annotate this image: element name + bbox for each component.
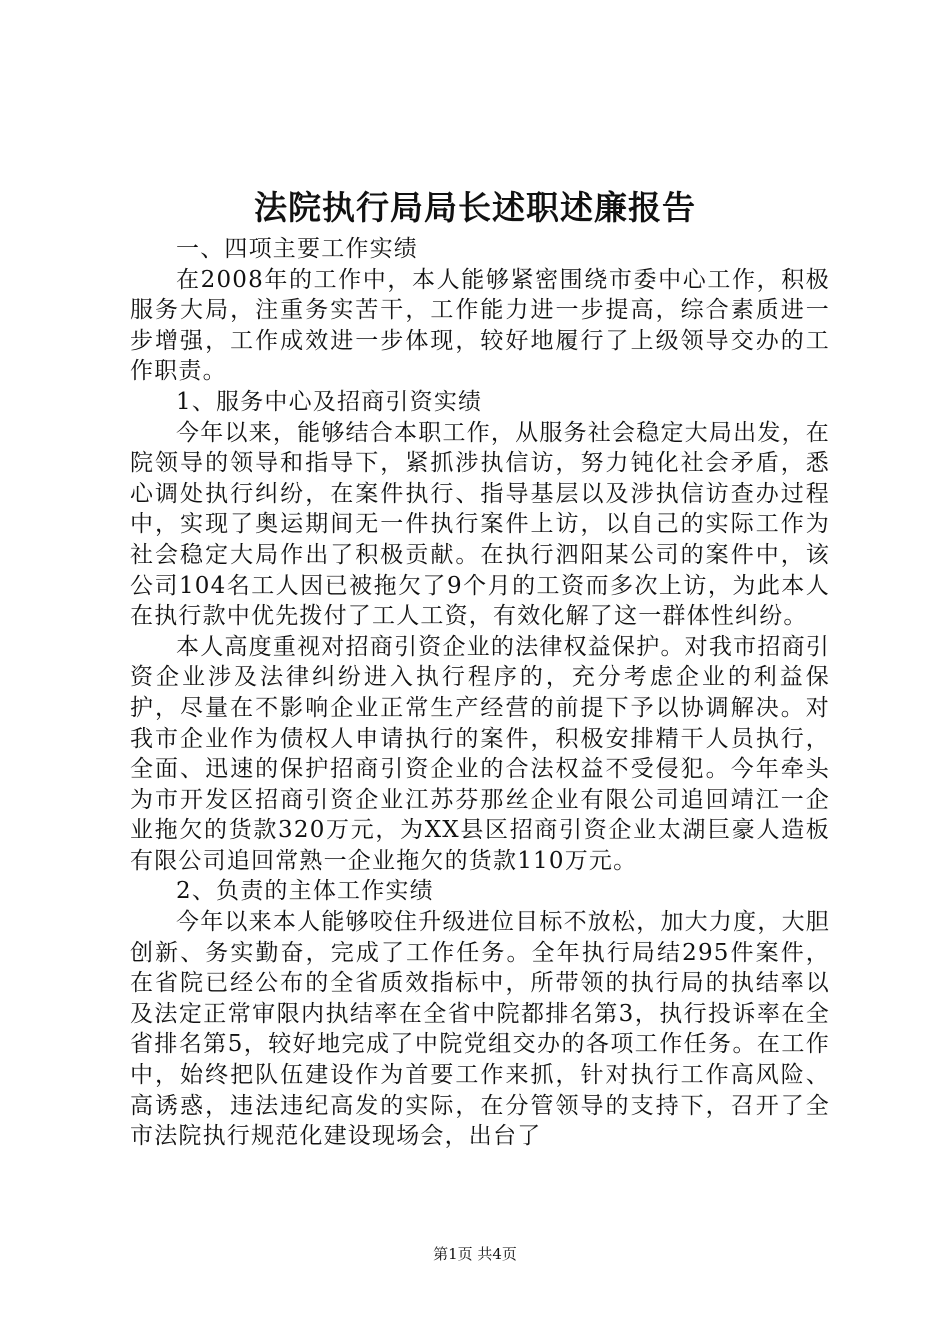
document-title: 法院执行局局长述职述廉报告	[254, 188, 696, 227]
body-paragraph: 本人高度重视对招商引资企业的法律权益保护。对我市招商引资企业涉及法律纠纷进入执行程序的，充分考虑企业的利益保护，尽量在不影响企业正常生产经营的前提下予以协调解决。对我市企业作为债权人申请执行的案件，积极安排精干人员执行，全面、迅速的保护招商引资企业的合法权益不受侵犯。今年牵头为市开发区招商引资企业江苏芬那丝企业有限公司追回靖江一企业拖欠的货款320万元，为XX县区招商引资企业太湖巨豪人造板有限公司追回常熟一企业拖欠的货款110万元。	[130, 633, 830, 874]
body-paragraph: 今年以来本人能够咬住升级进位目标不放松，加大力度，大胆创新、务实勤奋，完成了工作任务。全年执行局结295件案件，在省院已经公布的全省质效指标中，所带领的执行局的执结率以及法定正常审限内执结率在全省中院都排名第3，执行投诉率在全省排名第5，较好地完成了中院党组交办的各项工作任务。在工作中，始终把队伍建设作为首要工作来抓，针对执行工作高风险、高诱惑，违法违纪高发的实际，在分管领导的支持下，召开了全市法院执行规范化建设现场会，出台了	[130, 909, 830, 1150]
section-heading: 一、四项主要工作实绩	[176, 236, 418, 262]
section-heading: 1、服务中心及招商引资实绩	[176, 388, 483, 415]
document-body	[130, 234, 830, 1152]
body-paragraph: 今年以来，能够结合本职工作，从服务社会稳定大局出发，在院领导的领导和指导下，紧抓涉执信访，努力钝化社会矛盾，悉心调处执行纠纷，在案件执行、指导基层以及涉执信访查办过程中，实现了奥运期间无一件执行案件上访，以自己的实际工作为社会稳定大局作出了积极贡献。在执行泗阳某公司的案件中，该公司104名工人因已被拖欠了9个月的工资而多次上访，为此本人在执行款中优先拨付了工人工资，有效化解了这一群体性纠纷。	[130, 419, 830, 630]
section-heading: 2、负责的主体工作实绩	[176, 878, 434, 905]
body-paragraph: 在2008年的工作中，本人能够紧密围绕市委中心工作，积极服务大局，注重务实苦干，工作能力进一步提高，综合素质进一步增强，工作成效进一步体现，较好地履行了上级领导交办的工作职责。	[130, 266, 830, 385]
page-footer: 第1页 共4页	[433, 1245, 517, 1263]
